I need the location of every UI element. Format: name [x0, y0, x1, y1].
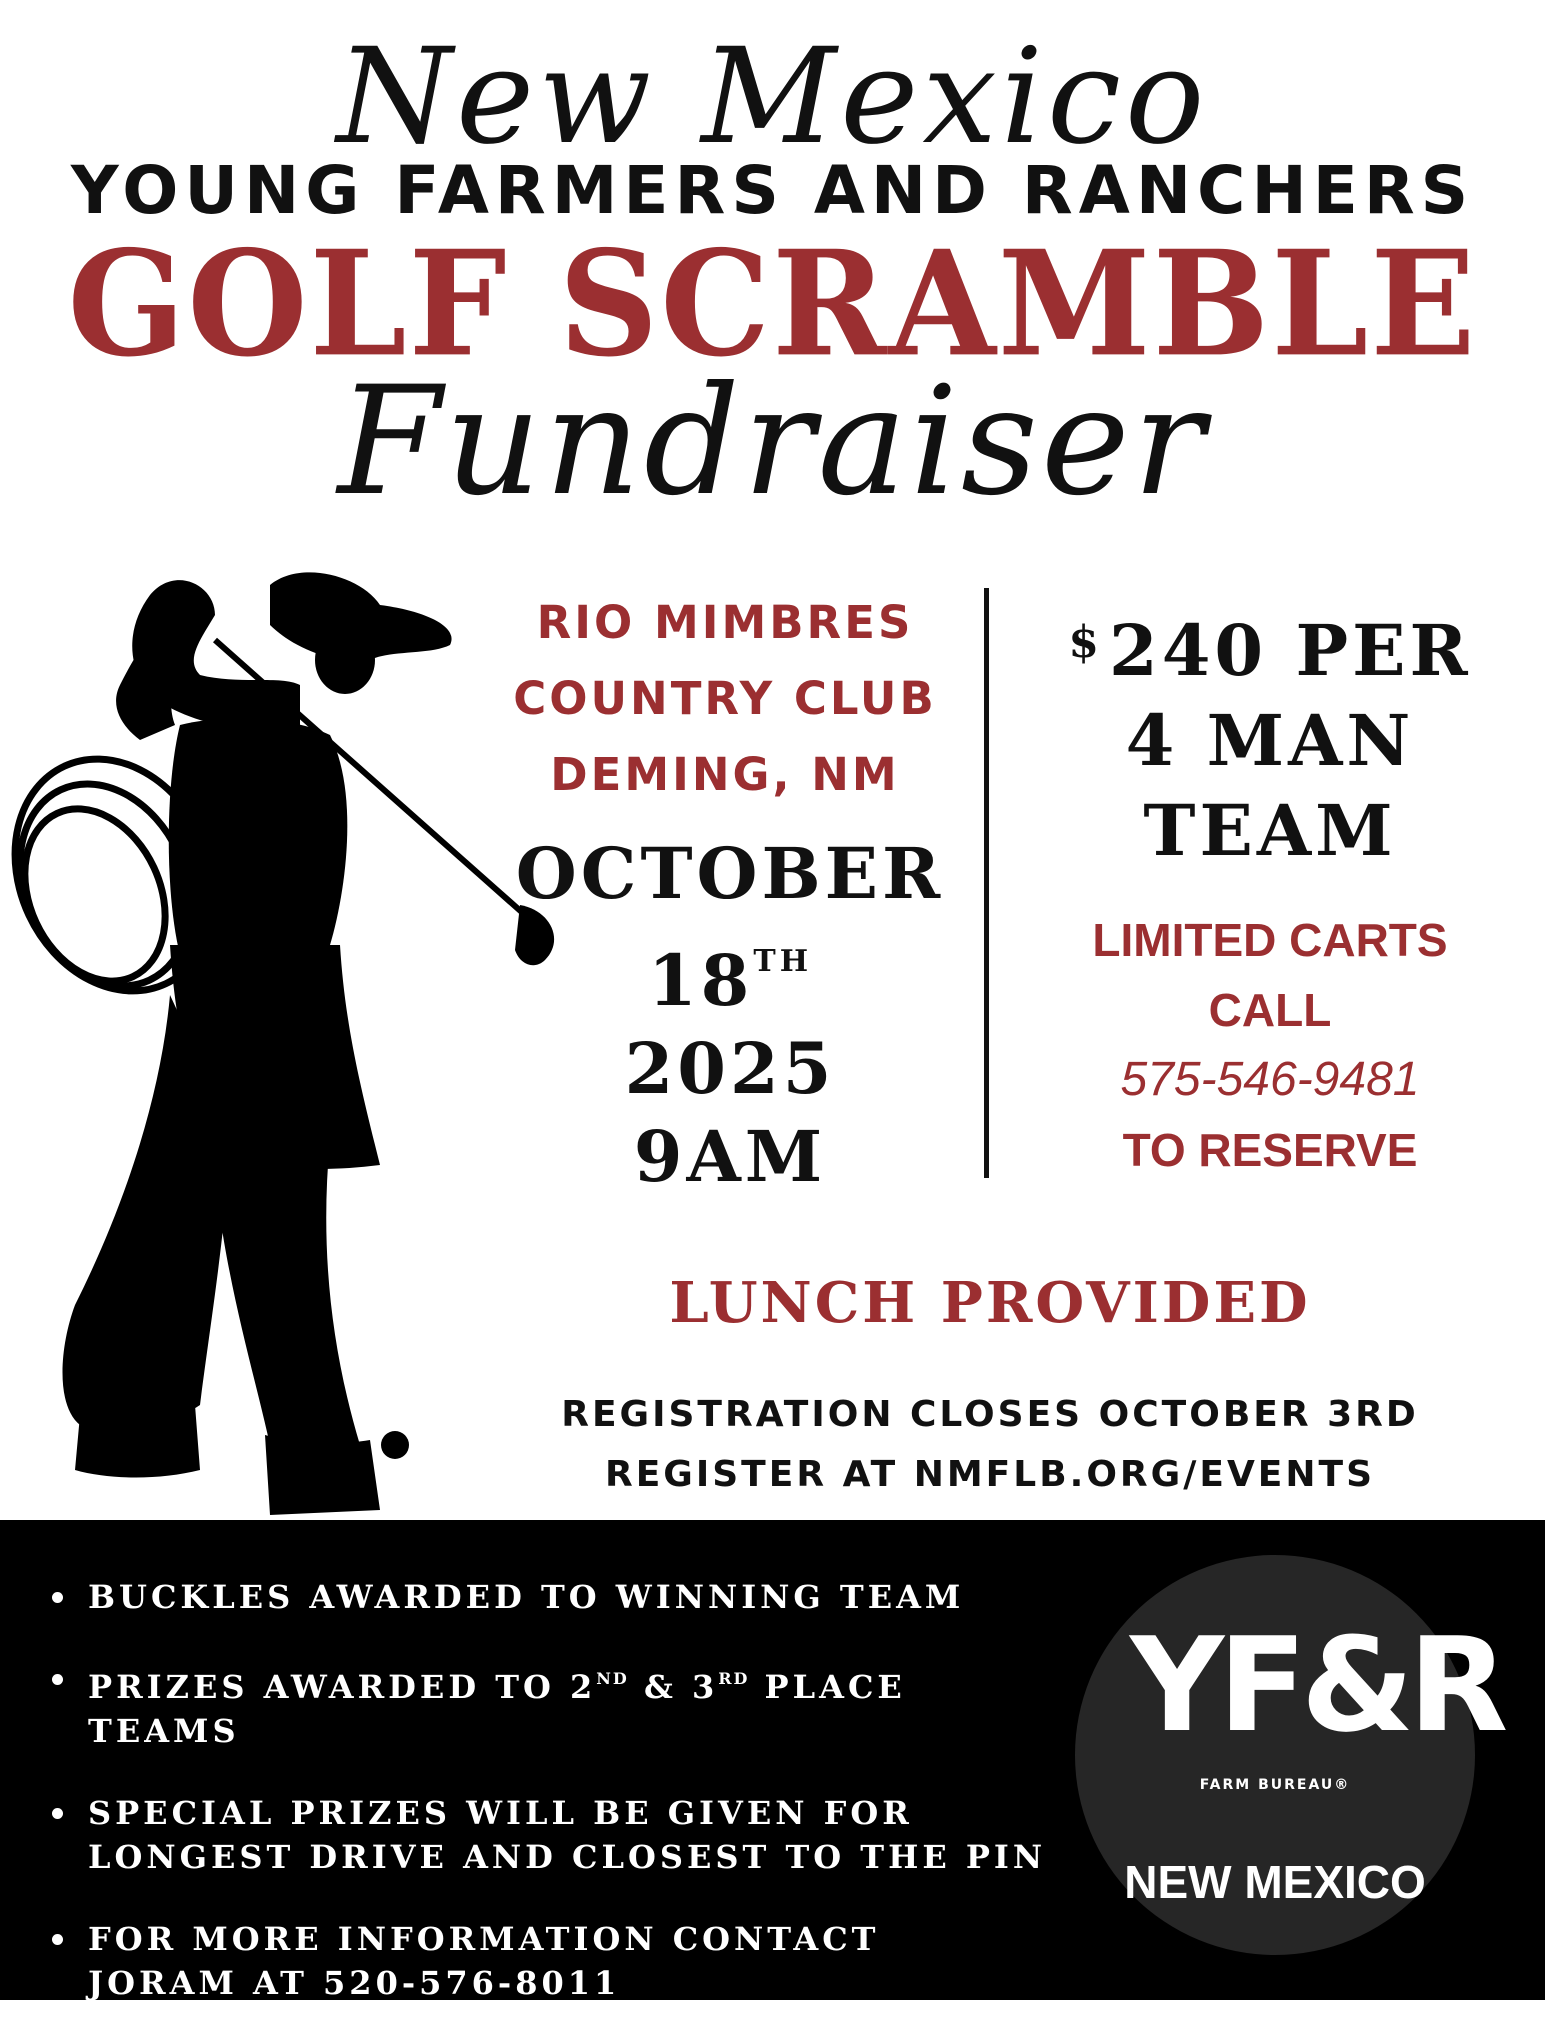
list-item	[50, 1917, 1060, 2005]
registration-closes: REGISTRATION CLOSES OCTOBER 3RD	[561, 1394, 1419, 1435]
bullet-special-line-1: SPECIAL PRIZES WILL BE GIVEN FOR	[88, 1794, 913, 1832]
list-item	[50, 1791, 1060, 1879]
carts-line-4: TO RESERVE	[1122, 1124, 1418, 1176]
cowboy-golfer-silhouette-icon	[0, 565, 560, 1525]
bullet-contact-line-2: JORAM AT 520-576-8011	[88, 1964, 621, 2002]
price-amount: 240 PER	[1108, 609, 1472, 692]
price-line-3: TEAM	[1143, 789, 1397, 872]
price-block	[1020, 598, 1520, 876]
price-line-1	[1020, 598, 1520, 696]
bullet-contact-line-1: FOR MORE INFORMATION CONTACT	[88, 1920, 880, 1958]
venue-block	[480, 585, 970, 813]
yfr-logo	[1075, 1555, 1503, 1955]
carts-block	[1030, 905, 1510, 1185]
title-young-farmers-ranchers: YOUNG FARMERS AND RANCHERS	[70, 152, 1475, 229]
footer-band	[0, 1520, 1545, 2000]
list-item	[50, 1657, 1060, 1753]
date-month: OCTOBER	[515, 832, 945, 915]
carts-line-1: LIMITED CARTS	[1092, 914, 1448, 966]
price-currency: $	[1068, 617, 1103, 668]
bullet-prizes: PRIZES AWARDED TO 2ND & 3RD PLACE TEAMS	[88, 1668, 906, 1750]
lunch-provided: LUNCH PROVIDED	[669, 1270, 1311, 1336]
list-item	[50, 1575, 1060, 1619]
title-fundraiser: Fundraiser	[337, 355, 1208, 529]
title-golf-scramble: GOLF SCRAMBLE	[67, 217, 1478, 390]
date-day-suffix: TH	[753, 944, 813, 979]
vertical-divider	[984, 588, 989, 1178]
date-day-line	[500, 918, 960, 1025]
carts-phone: 575-546-9481	[1120, 1053, 1420, 1106]
yfr-logo-mark: YF&R	[1130, 1609, 1503, 1761]
venue-line-1: RIO MIMBRES	[536, 596, 914, 649]
date-year: 2025	[624, 1027, 836, 1110]
date-day: 18	[647, 939, 754, 1022]
title-new-mexico: New Mexico	[336, 20, 1209, 174]
carts-line-2: CALL	[1208, 984, 1332, 1036]
date-block	[500, 830, 960, 1201]
bullet-buckles: BUCKLES AWARDED TO WINNING TEAM	[88, 1578, 965, 1616]
logo-new-mexico: NEW MEXICO	[1124, 1856, 1426, 1908]
registration-url: REGISTER AT NMFLB.ORG/EVENTS	[604, 1454, 1376, 1495]
date-time: 9AM	[633, 1115, 827, 1198]
registration-block	[520, 1385, 1460, 1505]
price-line-2: 4 MAN	[1125, 699, 1415, 782]
logo-farm-bureau: FARM BUREAU®	[1199, 1777, 1351, 1793]
venue-line-2: COUNTRY CLUB	[513, 672, 937, 725]
prize-list	[50, 1575, 1060, 2043]
bullet-special-line-2: LONGEST DRIVE AND CLOSEST TO THE PIN	[88, 1838, 1047, 1876]
venue-line-3: DEMING, NM	[550, 748, 900, 801]
